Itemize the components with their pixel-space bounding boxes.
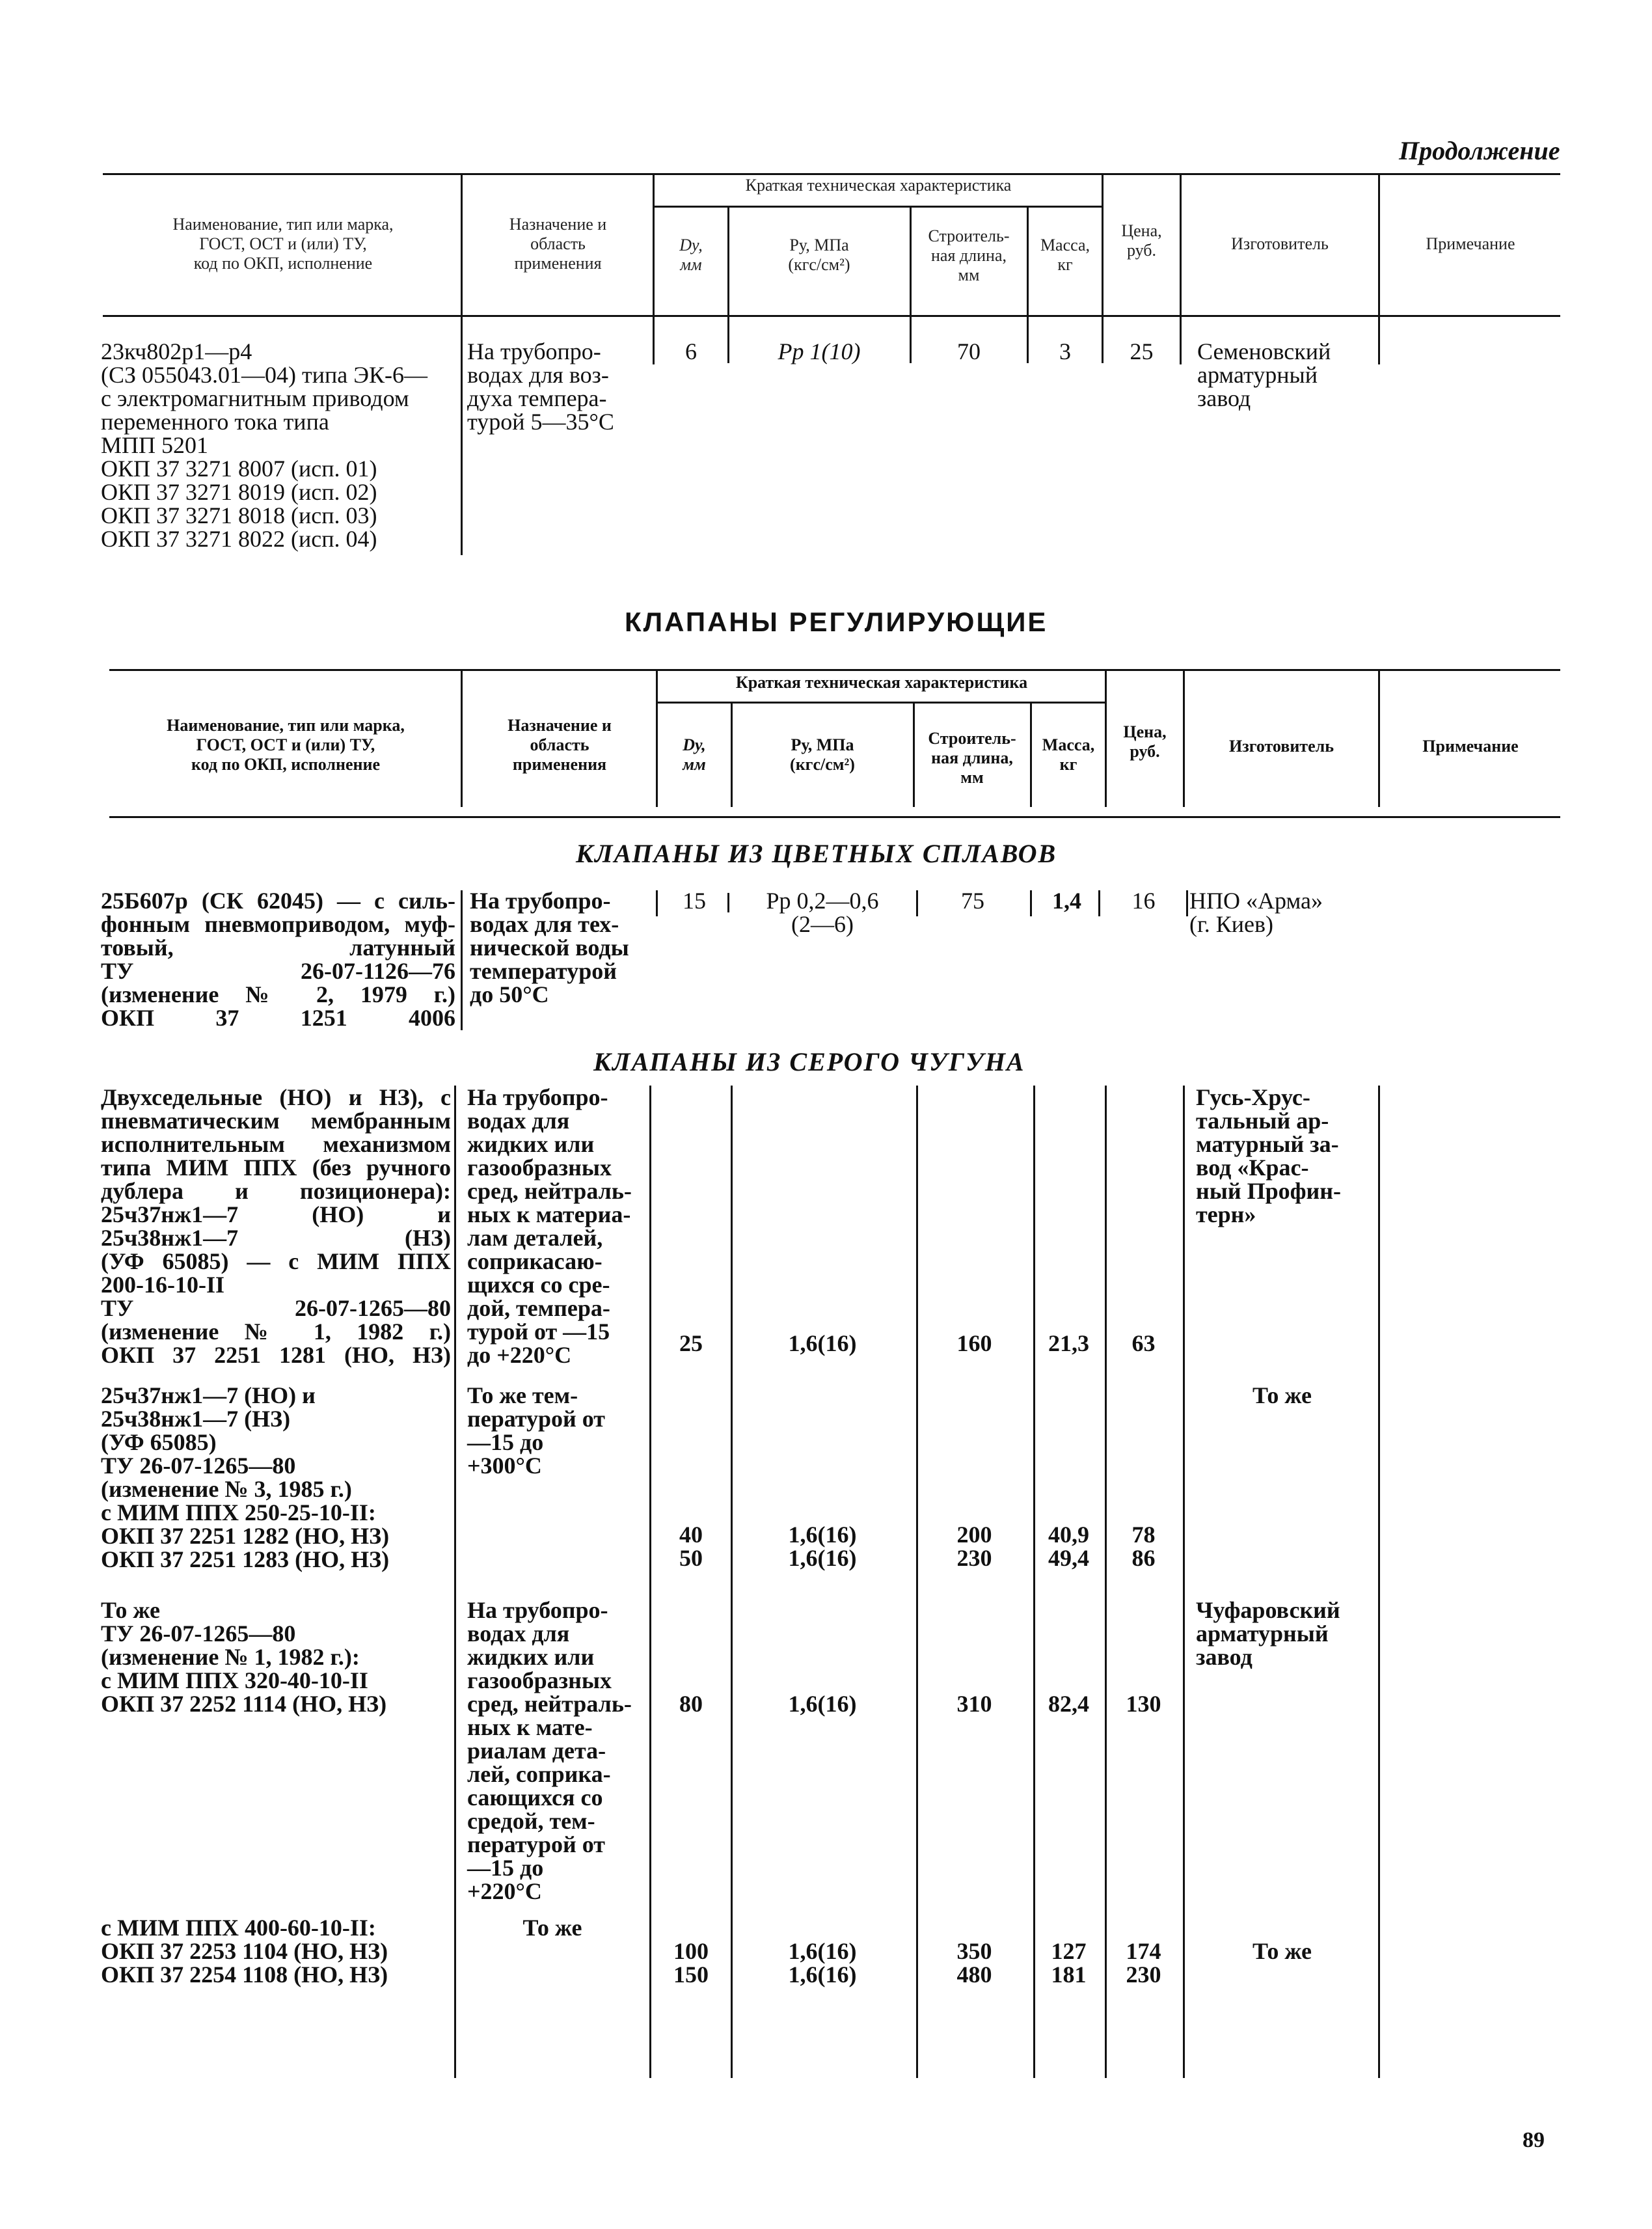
- col-divider: [461, 890, 463, 1030]
- col-divider: [1030, 703, 1032, 807]
- row-length: 310: [956, 1691, 992, 1717]
- col-divider: [656, 890, 658, 916]
- col-divider: [1105, 1086, 1107, 2078]
- col-divider: [1027, 207, 1029, 363]
- col-divider: [731, 1086, 733, 2078]
- header-py: Pу, МПа (кгс/см²): [790, 735, 855, 774]
- col-divider: [1180, 319, 1182, 364]
- col-divider: [653, 319, 655, 364]
- top-row-mass: 3: [1059, 338, 1071, 364]
- row-purpose: На трубопро- водах для жидких или газообразных сред, нейтраль- ных к мате- риалам дета- лей, соприка- сающихся со средой, тем- пературой от —15 до +220°С: [467, 1597, 632, 1904]
- row-purpose: На трубопро- водах для жидких или газообразных сред, нейтраль- ных к материа- лам деталей, соприкасаю- щихся со сре- дой, темпера- турой от —15 до +220°С: [467, 1084, 632, 1368]
- row-name: с МИМ ППХ 400-60-10-II: ОКП 37 2253 1104 (НО, НЗ) ОКП 37 2254 1108 (НО, НЗ): [101, 1915, 388, 1988]
- row-dy: 15: [683, 888, 706, 914]
- col-divider: [461, 670, 463, 807]
- row-price: 63: [1131, 1330, 1156, 1356]
- row-dy: 25: [679, 1330, 703, 1356]
- col-divider: [461, 174, 463, 555]
- col-divider: [916, 1086, 918, 2078]
- row-length: 200 230: [956, 1522, 992, 1571]
- rule: [656, 702, 1105, 704]
- subsection-title-grey-iron: КЛАПАНЫ ИЗ СЕРОГО ЧУГУНА: [593, 1047, 1025, 1076]
- row-price: 16: [1131, 888, 1156, 914]
- rule: [103, 315, 1560, 317]
- row-purpose: То же: [522, 1915, 582, 1941]
- row-length: 160: [956, 1330, 992, 1356]
- header-name: Наименование, тип или марка, ГОСТ, ОСТ и (или) ТУ, код по ОКП, исполнение: [167, 716, 405, 774]
- col-divider: [1030, 890, 1032, 916]
- row-maker: Гусь-Хрус- тальный ар- матурный за- вод «Крас- ный Профин- терн»: [1196, 1084, 1341, 1227]
- row-maker: Чуфаровский арматурный завод: [1196, 1597, 1340, 1670]
- header-maker: Изготовитель: [1229, 737, 1334, 756]
- header-py: Pу, МПа (кгс/см²): [788, 236, 850, 274]
- row-py: 1,6(16) 1,6(16): [788, 1522, 857, 1571]
- header-length: Строитель- ная длина, мм: [928, 729, 1016, 787]
- row-dy: 80: [679, 1691, 703, 1717]
- row-name: То же ТУ 26-07-1265—80 (изменение № 1, 1982 г.): с МИМ ППХ 320-40-10-II ОКП 37 2252 1114 (НО, НЗ): [101, 1597, 387, 1717]
- top-row-length: 70: [957, 338, 981, 364]
- subsection-title-nonferrous: КЛАПАНЫ ИЗ ЦВЕТНЫХ СПЛАВОВ: [576, 839, 1057, 868]
- col-divider: [910, 207, 912, 363]
- row-maker: То же: [1252, 1938, 1312, 1964]
- row-mass: 82,4: [1048, 1691, 1089, 1717]
- row-purpose: На трубопро- водах для тех- нической воды температурой до 50°С: [470, 888, 629, 1007]
- header-price: Цена, руб.: [1123, 722, 1167, 761]
- rule: [653, 206, 1102, 208]
- row-py: 1,6(16) 1,6(16): [788, 1938, 857, 1988]
- row-maker: То же: [1252, 1382, 1312, 1408]
- row-dy: 100 150: [673, 1938, 709, 1988]
- col-divider: [913, 703, 915, 807]
- header-brief: Краткая техническая характеристика: [735, 673, 1028, 692]
- col-divider: [1183, 670, 1185, 807]
- rule: [109, 816, 1560, 818]
- row-length: 75: [961, 888, 984, 914]
- header-name: Наименование, тип или марка, ГОСТ, ОСТ и (или) ТУ, код по ОКП, исполнение: [172, 215, 394, 273]
- row-py: 1,6(16): [788, 1691, 857, 1717]
- row-price: 78 86: [1131, 1522, 1156, 1571]
- col-divider: [727, 207, 729, 363]
- row-price: 174 230: [1126, 1938, 1161, 1988]
- col-divider: [1102, 174, 1104, 363]
- rule: [109, 669, 1560, 671]
- row-mass: 40,9 49,4: [1048, 1522, 1089, 1571]
- header-length: Строитель- ная длина, мм: [928, 226, 1010, 284]
- col-divider: [1183, 1086, 1185, 2078]
- col-divider: [656, 670, 658, 807]
- row-py: Pр 0,2—0,6 (2—6): [766, 888, 879, 937]
- col-divider: [1186, 890, 1188, 916]
- top-row-name: 23кч802р1—р4 (СЗ 055043.01—04) типа ЭК-6— с электромагнитным приводом переменного тока типа МПП 5201 ОКП 37 3271 8007 (исп. 01) ОКП 37 3271 8019 (исп. 02) ОКП 37 3271 8018 (исп. 03) ОКП 37 3271 8022 (исп. 04): [101, 338, 428, 552]
- row-name: Двухседельные (НО) и НЗ), с пневматическим мембранным исполнительным механизмом типа МИМ ППХ (без ручного дублера и позиционера): 25ч37нж1—7 (НО) и 25ч38нж1—7 (НЗ) (УФ 65085) — с МИМ ППХ 200-16-10-II ТУ 26-07-1265—80 (изменение № 1, 1982 г.) ОКП 37 2251 1281 (НО, НЗ): [101, 1084, 451, 1368]
- header-dy: Dу, мм: [679, 236, 703, 274]
- top-row-py: Pр 1(10): [778, 338, 861, 364]
- row-name: 25ч37нж1—7 (НО) и 25ч38нж1—7 (НЗ) (УФ 65085) ТУ 26-07-1265—80 (изменение № 3, 1985 г.) с МИМ ППХ 250-25-10-II: ОКП 37 2251 1282 (НО, НЗ) ОКП 37 2251 1283 (НО, НЗ): [101, 1382, 390, 1572]
- col-divider: [1105, 670, 1107, 807]
- col-divider: [1033, 1086, 1035, 2078]
- header-brief: Краткая техническая характеристика: [745, 176, 1012, 195]
- header-maker: Изготовитель: [1231, 234, 1329, 253]
- header-mass: Масса, кг: [1042, 735, 1095, 774]
- row-py: 1,6(16): [788, 1330, 857, 1356]
- header-purpose: Назначение и область применения: [509, 215, 607, 273]
- header-note: Примечание: [1426, 234, 1515, 253]
- header-purpose: Назначение и область применения: [508, 716, 612, 774]
- row-length: 350 480: [956, 1938, 992, 1988]
- top-row-purpose: На трубопро- водах для воз- духа темпера- турой 5—35°С: [467, 338, 614, 435]
- row-price: 130: [1126, 1691, 1161, 1717]
- col-divider: [1378, 1086, 1380, 2078]
- header-mass: Масса, кг: [1040, 236, 1090, 274]
- row-maker: НПО «Арма» (г. Киев): [1189, 888, 1323, 937]
- row-dy: 40 50: [679, 1522, 703, 1571]
- header-note: Примечание: [1422, 737, 1519, 756]
- header-price: Цена, руб.: [1121, 221, 1162, 260]
- row-purpose: То же тем- пературой от —15 до +300°С: [467, 1382, 605, 1479]
- top-row-maker: Семеновский арматурный завод: [1197, 338, 1331, 411]
- continuation-label: Продолжение: [1399, 136, 1560, 165]
- row-name: 25Б607р (СК 62045) — с силь- фонным пневмоприводом, муф- товый, латунный ТУ 26-07-1126—76 (изменение № 2, 1979 г.) ОКП 37 1251 4006: [101, 888, 455, 1031]
- header-dy: Dу, мм: [683, 735, 706, 774]
- row-mass: 21,3: [1048, 1330, 1089, 1356]
- section-title: КЛАПАНЫ РЕГУЛИРУЮЩИЕ: [625, 607, 1048, 637]
- top-row-dy: 6: [685, 338, 697, 364]
- rule: [103, 173, 1560, 175]
- row-mass: 1,4: [1052, 888, 1081, 914]
- col-divider: [1378, 670, 1380, 807]
- top-row-price: 25: [1130, 338, 1154, 364]
- page-number: 89: [1523, 2128, 1545, 2152]
- col-divider: [1378, 319, 1380, 364]
- row-mass: 127 181: [1051, 1938, 1087, 1988]
- col-divider: [731, 703, 733, 807]
